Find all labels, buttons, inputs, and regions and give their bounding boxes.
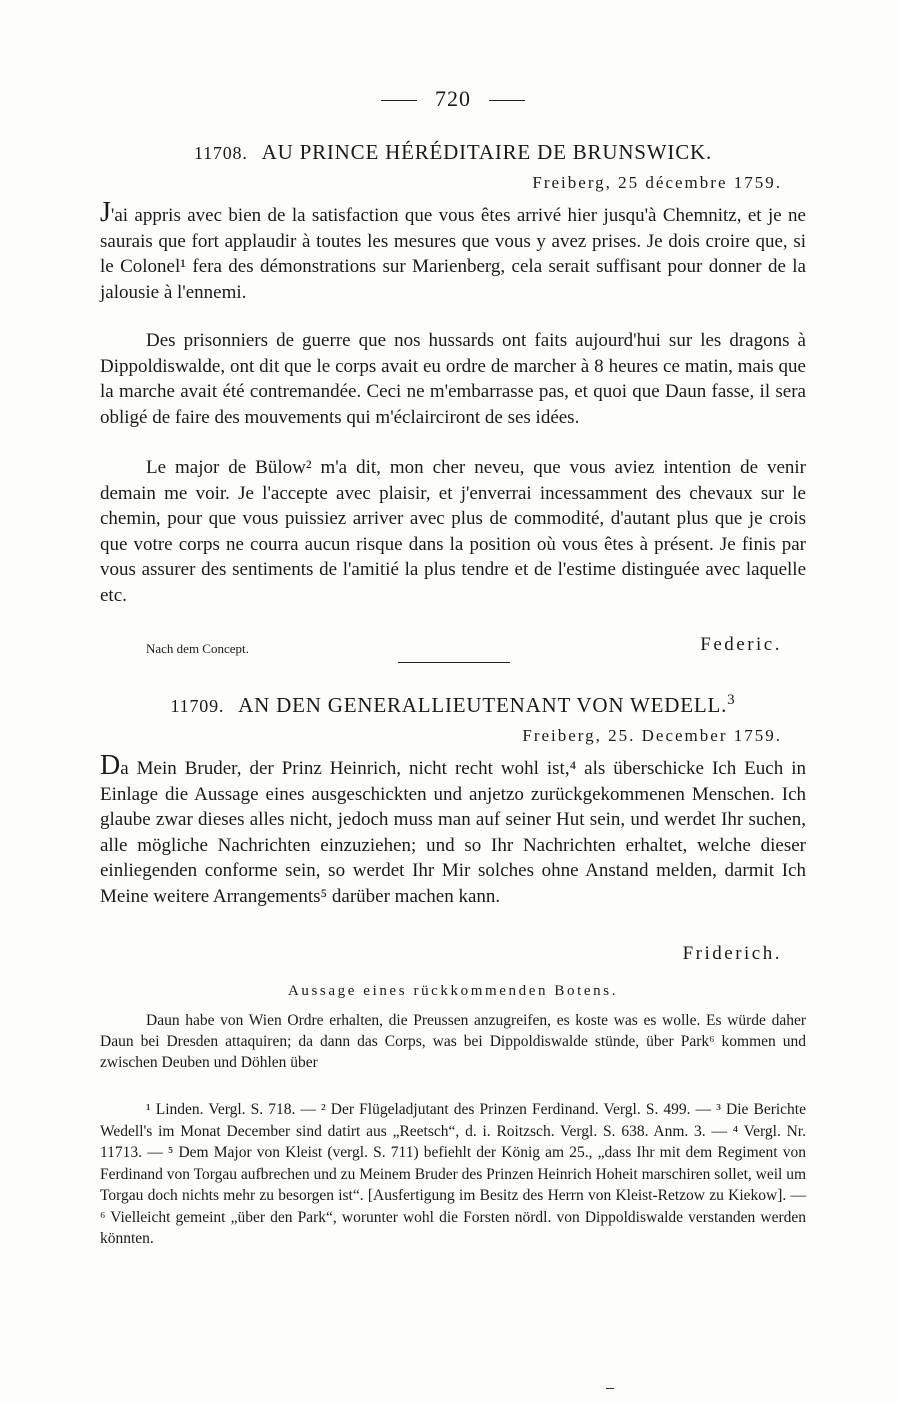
page-number: 720 <box>100 86 806 112</box>
letter-paragraph-3: Le major de Bülow² m'a dit, mon cher neveu, que vous aviez intention de venir demain me voir. Je l'accepte avec plaisir, et j'enverrai incessamment des chevaux sur le chemin, pour que vous puissiez arriver avec plus de commodité, d'autant plus que je crois que votre corps ne courra aucun risque dans la position où vous êtes à présent. Je finis par vous assurer des sentiments de l'amitié la plus tendre et de l'estime distinguée avec laquelle etc. <box>100 457 806 606</box>
drop-capital: D <box>100 750 121 781</box>
letter-number: 11708. <box>193 143 248 163</box>
footnote-ref: 3 <box>727 692 736 708</box>
section-divider <box>398 662 510 663</box>
signature-federic: Federic. <box>700 634 782 655</box>
letter-paragraph-2: Des prisonniers de guerre que nos hussards ont faits aujourd'hui sur les dragons à Dippoldiswalde, ont dit que le corps avait eu ordre de marcher à 8 heures ce matin, mais que la marche avait été contremandée. Ceci ne m'embarrasse pas, et quoi que Daun fasse, il sera obligé de faire des mouvements qui m'éclairciront de ses idées. <box>100 330 806 428</box>
left-dash <box>381 100 417 101</box>
letter-title: AU PRINCE HÉRÉDITAIRE DE BRUNSWICK. <box>261 140 713 164</box>
bottom-mark <box>606 1388 614 1389</box>
letter-number: 11709. <box>170 696 225 716</box>
right-dash <box>489 100 525 101</box>
letter-title: AN DEN GENERALLIEUTENANT VON WEDELL. <box>238 693 728 717</box>
dateline-11709: Freiberg, 25. December 1759. <box>522 726 782 745</box>
enclosure-text: Daun habe von Wien Ordre erhalten, die Preussen anzugreifen, es koste was es wolle. Es würde daher Daun bei Dresden attaquiren; da dann das Corps, was bei Dippoldiswalde stünde, über Park⁶ kommen und zwischen Deuben und Döhlen über <box>100 1012 806 1071</box>
source-note: Nach dem Concept. <box>146 641 249 656</box>
letter-paragraph-german: Da Mein Bruder, der Prinz Heinrich, nicht recht wohl ist,⁴ als überschicke Ich Euch in Einlage die Aussage eines ausgeschickten und anjetzo zurückgekommenen Menschen. Ich glaube zwar dieses alles nicht, jedoch muss man auf seiner Hut sein, und werdet Ihr suchen, alle mögliche Nachrichten einzuziehen; und so Ihr Nachrichten erhaltet, welche dieser einliegenden conforme sein, so werdet Ihr Mir solches ohne Anstand melden, darmit Ich Meine weitere Arrangements⁵ darüber machen kann. <box>100 750 806 907</box>
letter-paragraph-1: J'ai appris avec bien de la satisfaction que vous êtes arrivé hier jusqu'à Chemnitz, et je ne saurais que fort applaudir à toutes les mesures que vous y avez prises. Je dois croire que, si le Colonel¹ fera des démonstrations sur Marienberg, cela serait suffisant pour donner de la jalousie à l'ennemi. <box>100 197 806 303</box>
footnotes: ¹ Linden. Vergl. S. 718. — ² Der Flügeladjutant des Prinzen Ferdinand. Vergl. S. 499. — ³ Die Berichte Wedell's im Monat December sind datirt aus „Reetsch“, d. i. Roitzsch. Vergl. S. 638. Anm. 3. — ⁴ Vergl. Nr. 11713. — ⁵ Dem Major von Kleist (vergl. S. 711) befiehlt der König am 25., „dass Ihr mit dem Regiment von Ferdinand von Torgau aufbrechen und zu Meinem Bruder des Prinzen Heinrich Hoheit marschiren sollet, weil um Torgau doch nichts mehr zu besorgen ist“. [Ausfertigung im Besitz des Herrn von Kleist-Retzow zu Kiekow]. — ⁶ Vielleicht gemeint „über den Park“, worunter wohl die Forsten nördl. von Dippoldiswalde verstanden werden könnten. <box>100 1101 806 1247</box>
letter-heading-11709 <box>100 692 806 718</box>
enclosure-title: Aussage eines rückkommenden Botens. <box>287 983 619 999</box>
signature-friderich: Friderich. <box>682 943 782 964</box>
dateline-11708: Freiberg, 25 décembre 1759. <box>532 173 782 192</box>
drop-capital: J <box>100 197 111 228</box>
letter-heading-11708 <box>100 140 806 165</box>
